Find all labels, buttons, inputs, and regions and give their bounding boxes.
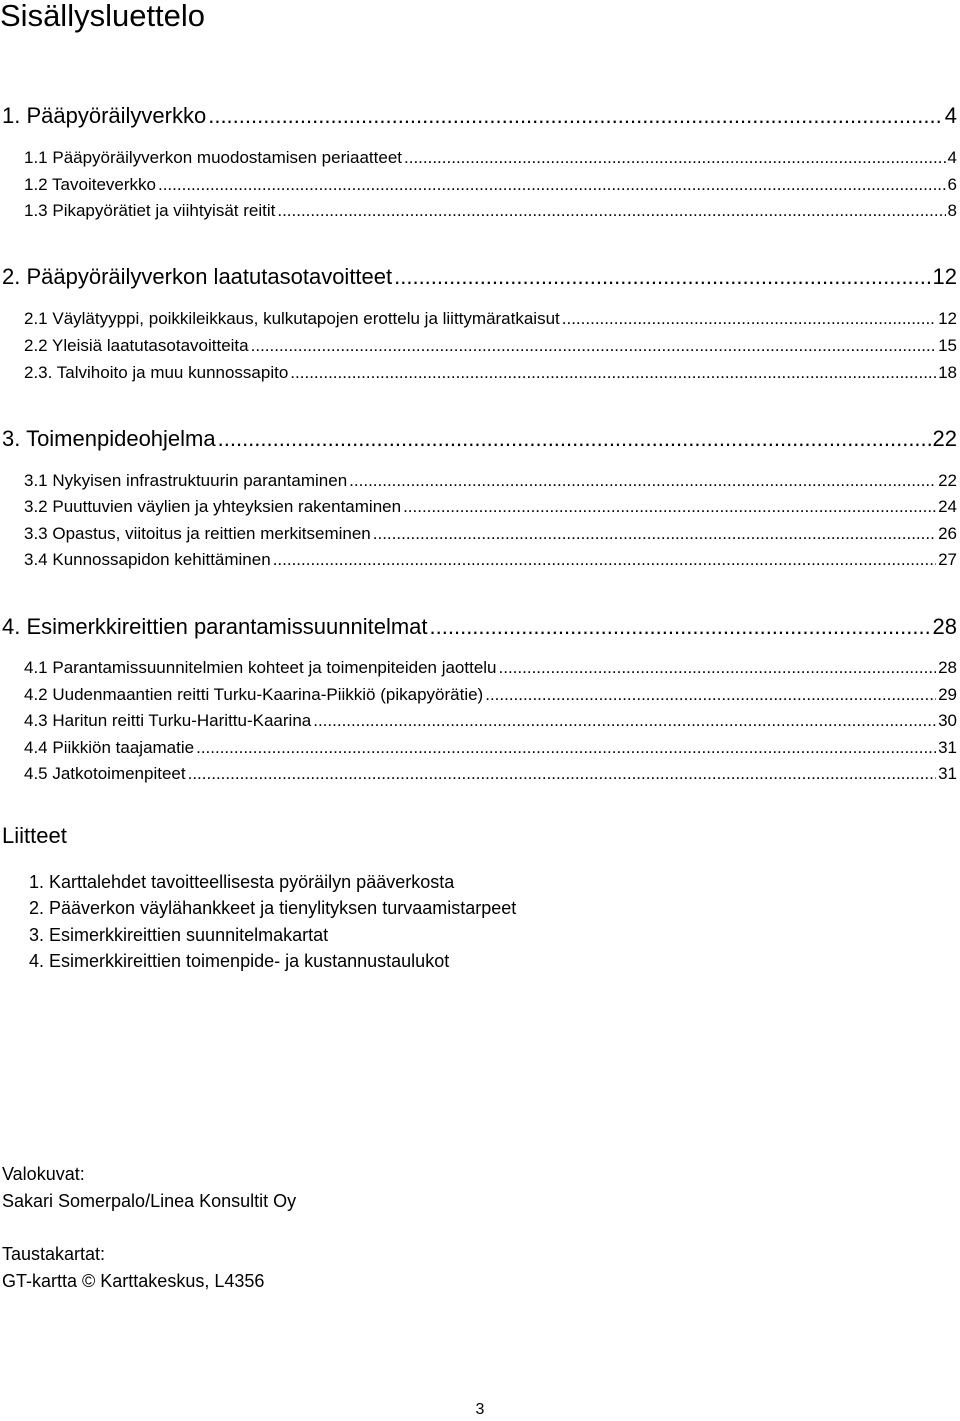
toc-page-number: 12 (938, 309, 957, 328)
toc-page-number: 28 (938, 658, 957, 677)
toc-label: 4.5 Jatkotoimenpiteet (24, 764, 186, 783)
toc-label: 3.4 Kunnossapidon kehittäminen (24, 550, 271, 569)
toc-leader-dots (158, 172, 946, 198)
toc-page-number: 4 (944, 103, 957, 128)
toc-page-number: 26 (938, 524, 957, 543)
toc-label: 4.4 Piikkiön taajamatie (24, 738, 195, 757)
toc-label: 4.3 Haritun reitti Turku-Harittu-Kaarina (24, 711, 312, 730)
appendix-item-3: 3. Esimerkkireittien suunnitelmakartat (29, 925, 329, 945)
appendices-heading: Liitteet (2, 823, 67, 848)
toc-page-number: 15 (938, 336, 957, 355)
toc-entry-1[interactable] (0, 101, 957, 131)
toc-entry-2[interactable] (0, 262, 957, 292)
photo-credit-value: Sakari Somerpalo/Linea Konsultit Oy (2, 1191, 297, 1211)
toc-label: 2. Pääpyöräilyverkon laatutasotavoitteet (2, 264, 393, 289)
toc-leader-dots (313, 708, 936, 734)
toc-page-number: 18 (938, 363, 957, 382)
toc-leader-dots (499, 655, 937, 681)
toc-label: 1.3 Pikapyörätiet ja viihtyisät reitit (24, 201, 276, 220)
toc-page-number: 27 (938, 550, 957, 569)
toc-entry-4-3[interactable] (0, 708, 957, 738)
toc-page-number: 28 (932, 614, 957, 639)
toc-entry-2-1[interactable] (0, 306, 957, 336)
toc-leader-dots (349, 468, 936, 494)
toc-entry-1-1[interactable] (0, 145, 957, 175)
toc-entry-4-1[interactable] (0, 655, 957, 685)
toc-label: 2.2 Yleisiä laatutasotavoitteita (24, 336, 249, 355)
toc-leader-dots (196, 735, 936, 761)
toc-label: 4.1 Parantamissuunnitelmien kohteet ja toimenpiteiden jaottelu (24, 658, 497, 677)
toc-label: 1.1 Pääpyöräilyverkon muodostamisen periaatteet (24, 148, 402, 167)
toc-label: 3.2 Puuttuvien väylien ja yhteyksien rakentaminen (24, 497, 402, 516)
page-number: 3 (475, 1401, 485, 1418)
toc-entry-3-2[interactable] (0, 494, 957, 524)
appendix-item-2: 2. Pääverkon väylähankkeet ja tienylityksen turvaamistarpeet (29, 898, 517, 918)
toc-leader-dots (208, 101, 943, 131)
toc-leader-dots (404, 145, 946, 171)
toc-leader-dots (277, 198, 945, 224)
toc-page-number: 6 (947, 175, 957, 194)
toc-leader-dots (403, 494, 936, 520)
toc-leader-dots (218, 424, 931, 454)
toc-leader-dots (251, 333, 936, 359)
toc-leader-dots (188, 761, 936, 787)
toc-leader-dots (273, 547, 936, 573)
toc-page-number: 8 (947, 201, 957, 220)
toc-label: 3.1 Nykyisen infrastruktuurin parantaminen (24, 471, 348, 490)
toc-page-number: 30 (938, 711, 957, 730)
appendix-item-1: 1. Karttalehdet tavoitteellisesta pyöräilyn pääverkosta (29, 872, 455, 892)
map-credit-label: Taustakartat: (2, 1244, 106, 1264)
toc-leader-dots (485, 682, 936, 708)
toc-label: 1.2 Tavoiteverkko (24, 175, 156, 194)
toc-page-number: 4 (947, 148, 957, 167)
toc-label: 4.2 Uudenmaantien reitti Turku-Kaarina-Piikkiö (pikapyörätie) (24, 685, 484, 704)
toc-leader-dots (394, 262, 930, 292)
photo-credit-label: Valokuvat: (2, 1164, 85, 1184)
toc-page-number: 22 (932, 426, 957, 451)
toc-page-number: 31 (938, 764, 957, 783)
toc-label: 2.1 Väylätyyppi, poikkileikkaus, kulkutapojen erottelu ja liittymäratkaisut (24, 309, 560, 328)
toc-leader-dots (373, 521, 936, 547)
toc-entry-2-2[interactable] (0, 333, 957, 363)
toc-label: 3.3 Opastus, viitoitus ja reittien merkitseminen (24, 524, 371, 543)
toc-label: 1. Pääpyöräilyverkko (2, 103, 207, 128)
toc-leader-dots (290, 360, 936, 386)
map-credit-value: GT-kartta © Karttakeskus, L4356 (2, 1271, 265, 1291)
page-title: Sisällysluettelo (0, 0, 206, 33)
toc-page-number: 29 (938, 685, 957, 704)
toc-entry-3[interactable] (0, 424, 957, 454)
toc-page-number: 22 (938, 471, 957, 490)
toc-label: 3. Toimenpideohjelma (2, 426, 216, 451)
toc-label: 4. Esimerkkireittien parantamissuunnitelmat (2, 614, 428, 639)
toc-leader-dots (562, 306, 936, 332)
toc-entry-4-5[interactable] (0, 761, 957, 791)
appendix-item-4: 4. Esimerkkireittien toimenpide- ja kustannustaulukot (29, 951, 450, 971)
toc-entry-4[interactable] (0, 612, 957, 642)
toc-entry-3-4[interactable] (0, 547, 957, 577)
toc-leader-dots (430, 612, 931, 642)
toc-label: 2.3. Talvihoito ja muu kunnossapito (24, 363, 289, 382)
toc-page-number: 31 (938, 738, 957, 757)
toc-page-number: 24 (938, 497, 957, 516)
toc-page-number: 12 (932, 264, 957, 289)
toc-entry-1-3[interactable] (0, 198, 957, 228)
toc-entry-2-3[interactable] (0, 360, 957, 390)
